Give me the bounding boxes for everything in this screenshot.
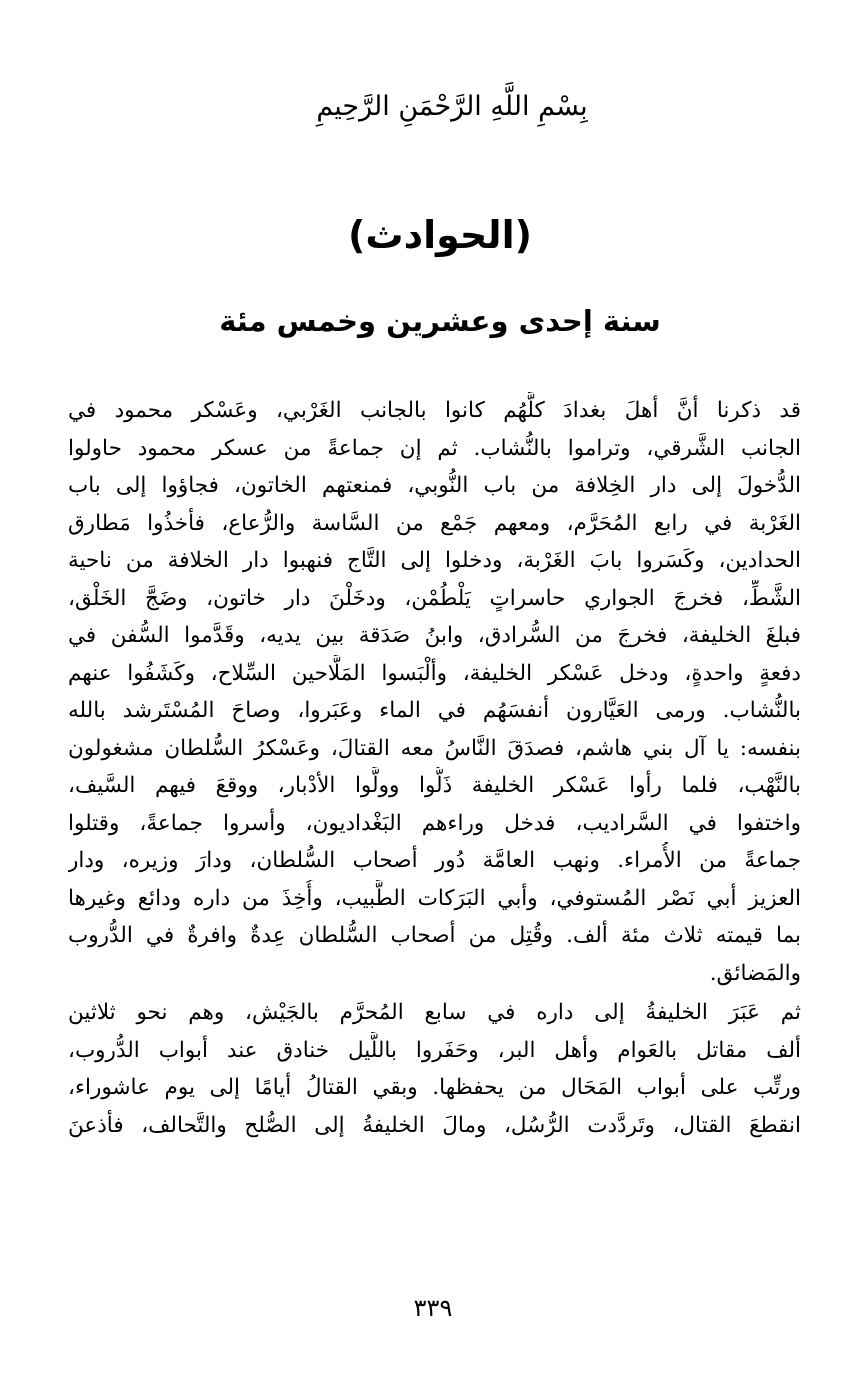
paragraph-2	[68, 994, 801, 1144]
text-line: ثم عَبَرَ الخليفةُ إلى داره في سابع المُحرَّم بالجَيْش، وهم نحو ثلاثين	[68, 1000, 801, 1025]
text-line: العزيز أبي نَصْر المُستوفي، وأبي البَرَكات الطَّبيب، وأُخِذَ من داره ودائع وغيرها	[68, 885, 801, 911]
text-line: الجانب الشَّرقي، وتراموا بالنُّشاب. ثم إن جماعةً من عسكر محمود حاولوا	[68, 435, 801, 461]
text-line: بما قيمته ثلاث مئة ألف. وقُتِل من أصحاب السُّلطان عِدةٌ وافرةٌ في الدُّروب	[68, 923, 801, 948]
page-number: ٣٣٩	[413, 1294, 453, 1322]
text-line: ألف مقاتل بالعَوام وأهل البر، وحَفَروا باللَّيل خنادق عند أبواب الدُّروب،	[68, 1037, 801, 1063]
text-line: قد ذكرنا أنَّ أهلَ بغدادَ كلَّهُم كانوا بالجانب الغَرْبي، وعَسْكر محمود في	[68, 398, 801, 423]
body-text	[68, 392, 801, 1144]
text-line: بالنُّشاب. ورمى العَيَّارون أنفسَهُم في الماء وعَبَروا، وصاحَ المُسْتَرشد بالله	[68, 698, 801, 723]
text-line: والمَضائق.	[709, 960, 801, 986]
year-heading: سنة إحدى وعشرين وخمس مئة	[219, 304, 661, 338]
text-line: واختفوا في السَّراديب، فدخل وراءهم البَغْداديون، وأسروا جماعةً، وقتلوا	[68, 810, 801, 836]
text-line: جماعةً من الأُمراء. ونهب العامَّة دُور أصحاب السُّلطان، ودارَ وزيره، ودار	[68, 848, 801, 873]
text-line: الشَّطِّ، فخرجَ الجواري حاسراتٍ يَلْطُمْن، ودخَلْنَ دار خاتون، وضَجَّ الخَلْق،	[68, 585, 801, 611]
text-line: الدُّخولَ إلى دار الخِلافة من باب النُّوبي، فمنعتهم الخاتون، فجاؤوا إلى باب	[68, 473, 801, 498]
text-line: بالنَّهْب، فلما رأوا عَسْكر الخليفة ذَلُّوا وولَّوا الأدْبار، ووقعَ فيهم السَّيف،	[68, 773, 801, 798]
text-line: دفعةٍ واحدةٍ، ودخل عَسْكر الخليفة، وألْبَسوا المَلَّاحين السِّلاح، وكَشَفُوا عنهم	[68, 660, 801, 686]
paragraph-1	[68, 392, 801, 992]
text-line: الغَرْبة في رابع المُحَرَّم، ومعهم جَمْع من السَّاسة والرُّعاع، فأخذُوا مَطارق	[68, 510, 801, 536]
text-line: ورتِّب على أبواب المَحَال من يحفظها. وبقي القتالُ أيامًا إلى يوم عاشوراء،	[68, 1075, 801, 1100]
text-line: الحدادين، وكَسَروا بابَ الغَرْبة، ودخلوا إلى التَّاج فنهبوا دار الخلافة من ناحية	[68, 548, 801, 573]
basmala-header: بِسْمِ اللَّهِ الرَّحْمَنِ الرَّحِيمِ	[316, 91, 588, 122]
chapter-title: (الحوادث)	[348, 213, 532, 257]
text-line: فبلغَ الخليفة، فخرجَ من السُّرادق، وابنُ صَدَقة بين يديه، وقَدَّموا السُّفن في	[68, 623, 801, 648]
text-line: انقطعَ القتال، وتَردَّدت الرُّسُل، ومالَ الخليفةُ إلى الصُّلح والتَّحالف، فأذعنَ	[68, 1112, 801, 1138]
text-line: بنفسه: يا آل بني هاشم، فصدَقَ النَّاسُ معه القتالَ، وعَسْكرُ السُّلطان مشغولون	[68, 735, 801, 761]
